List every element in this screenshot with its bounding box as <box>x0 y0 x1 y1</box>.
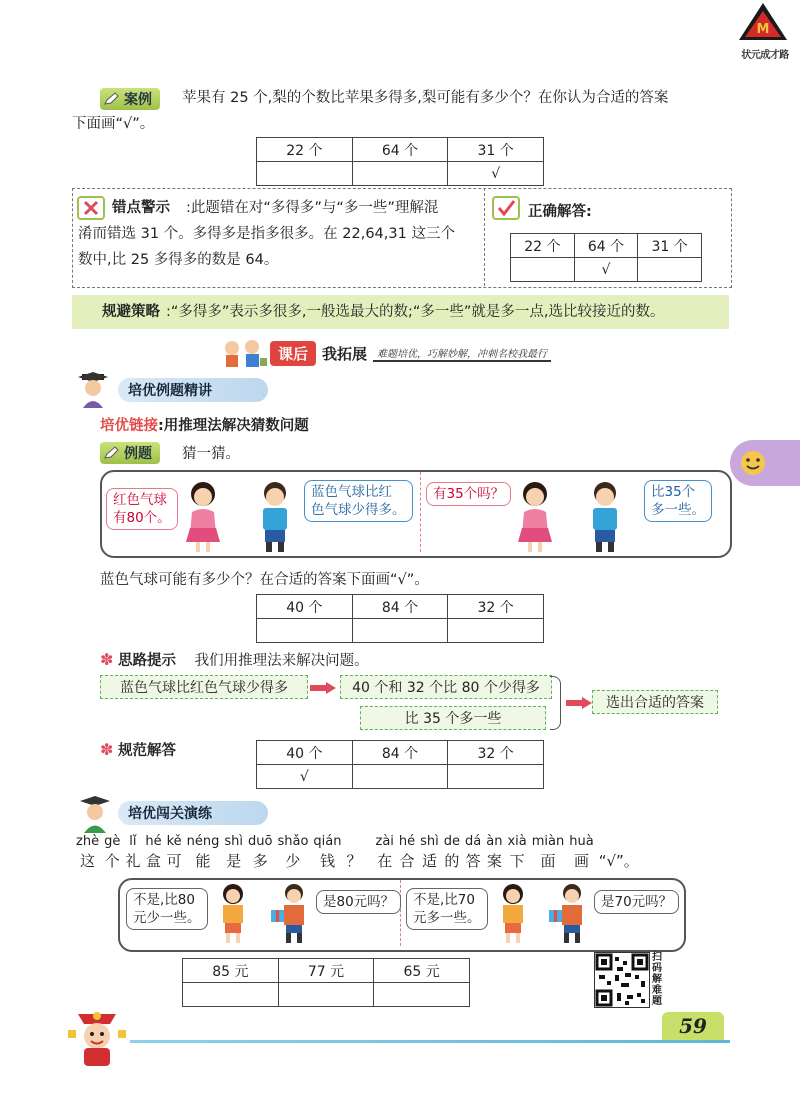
flower-icon: ✽ <box>100 650 114 669</box>
girl-figure <box>180 478 226 558</box>
pinyin-char: shǎo 少 <box>277 834 309 870</box>
page-number: 59 <box>679 1014 707 1038</box>
example-table <box>256 594 544 643</box>
pinyin-sentence <box>76 834 736 871</box>
speech-bubble: 红色气球 有80个。 <box>106 488 178 530</box>
pinyin-char: àn 案 <box>486 834 503 870</box>
table-cell <box>448 619 544 643</box>
mistake-line1: :此题错在对“多得多”与“多一些”理解混 <box>186 200 439 216</box>
table-cell: 65 元 <box>374 959 470 983</box>
table-cell: 84 个 <box>352 595 448 619</box>
table-cell: 22 个 <box>511 234 575 258</box>
girl-figure <box>496 882 530 948</box>
table-cell: √ <box>257 765 353 789</box>
speech-bubble: 是80元吗？ <box>316 890 401 914</box>
example-question: 蓝色气球可能有多少个？在合适的答案下面画“√”。 <box>100 572 429 588</box>
correct-title: 正确解答: <box>528 204 592 220</box>
pinyin-char: hé 合 <box>398 834 416 870</box>
boy-figure <box>582 478 628 558</box>
link-text: :用推理法解决猜数问题 <box>158 418 309 434</box>
speech-bubble: 不是,比70 元多一些。 <box>406 888 488 930</box>
brand-logo <box>738 2 788 42</box>
speech-bubble: 比35个 多一些。 <box>644 480 712 522</box>
table-cell: 32 个 <box>448 741 544 765</box>
case-line2: 下面画“√”。 <box>72 116 155 132</box>
pinyin-char: zài 在 <box>375 834 394 870</box>
strategy-label: 规避策略 <box>102 304 160 320</box>
table-cell <box>511 258 575 282</box>
table-cell <box>352 619 448 643</box>
brace <box>550 676 561 730</box>
table-cell: 64 个 <box>352 138 448 162</box>
table-cell: 32 个 <box>448 595 544 619</box>
boy-with-gift-figure <box>548 882 592 948</box>
hint-box-1: 蓝色气球比红色气球少得多 <box>100 675 308 699</box>
table-cell <box>257 619 353 643</box>
pinyin-char: shì 是 <box>224 834 244 870</box>
after-class-banner <box>270 340 551 366</box>
banner-part-a: 课后 <box>270 341 316 366</box>
pinyin-char: kě 可 <box>166 834 182 870</box>
pinyin-char: dá 答 <box>465 834 482 870</box>
hint-box-3: 比 35 个多一些 <box>360 706 546 730</box>
standard-label: 规范解答 <box>118 743 177 759</box>
boy-figure <box>252 478 298 558</box>
flower-icon: ✽ <box>100 740 114 759</box>
table-cell <box>374 983 470 1007</box>
case-table <box>256 137 544 186</box>
pinyin-char: xià 下 <box>507 834 527 870</box>
table-cell <box>638 258 702 282</box>
qr-code[interactable] <box>594 952 650 1008</box>
wrong-mark-icon <box>77 196 105 224</box>
pencil-icon <box>104 446 120 460</box>
girl-figure <box>512 478 558 558</box>
pinyin-char: hé 盒 <box>145 834 162 870</box>
panel-divider <box>420 472 421 552</box>
brand-name: 状元成才路 <box>741 50 789 61</box>
banner-part-b: 我拓展 <box>322 344 368 363</box>
arrow-right-icon <box>566 695 592 713</box>
table-cell <box>278 983 374 1007</box>
link-label: 培优链接 <box>100 418 158 434</box>
table-cell: 84 个 <box>352 741 448 765</box>
standard-table <box>256 740 544 789</box>
pinyin-char: shì 适 <box>420 834 439 870</box>
pinyin-char: lǐ 礼 <box>125 834 141 870</box>
example-tag: 例题 <box>100 442 160 464</box>
arrow-right-icon <box>310 680 336 698</box>
pinyin-char: gè 个 <box>104 834 121 870</box>
side-tab <box>730 440 800 486</box>
table-cell: 31 个 <box>448 138 544 162</box>
speech-bubble: 蓝色气球比红 色气球少得多。 <box>304 480 413 522</box>
doctor-avatar-icon <box>76 796 114 838</box>
correct-table <box>510 233 702 282</box>
table-cell: √ <box>574 258 638 282</box>
practice-section-title: 培优闯关演练 <box>118 801 268 825</box>
mascot-figure <box>64 1010 130 1072</box>
example-section-title: 培优例题精讲 <box>118 378 268 402</box>
speech-bubble: 有35个吗？ <box>426 482 511 506</box>
case-tag: 案例 <box>100 88 160 110</box>
table-cell: 40 个 <box>257 741 353 765</box>
panel-divider <box>400 880 401 946</box>
speech-bubble: 是70元吗？ <box>594 890 679 914</box>
pencil-icon <box>104 92 120 106</box>
pinyin-char: néng 能 <box>186 834 220 870</box>
divider <box>484 188 485 286</box>
practice-table <box>182 958 470 1007</box>
smiley-icon <box>738 448 768 478</box>
teacher-avatar-icon <box>74 372 114 414</box>
table-cell: 31 个 <box>638 234 702 258</box>
mistake-line2: 淆而错选 31 个。多得多是指多很多。在 22,64,31 这三个 <box>78 226 455 242</box>
table-cell <box>257 162 353 186</box>
table-cell: 85 元 <box>183 959 279 983</box>
table-cell <box>183 983 279 1007</box>
qr-label: 扫码解难题 <box>652 952 662 1007</box>
table-cell: 77 元 <box>278 959 374 983</box>
boy-with-gift-figure <box>270 882 314 948</box>
mistake-line3: 数中,比 25 多得多的数是 64。 <box>78 252 279 268</box>
hint-label: 思路提示 <box>118 653 177 669</box>
hint-text: 我们用推理法来解决问题。 <box>194 653 369 669</box>
pinyin-char: miàn 面 <box>531 834 565 870</box>
standard-row <box>100 738 176 763</box>
banner-slogan: 难题培优，巧解妙解，冲刺名校我最行 <box>373 345 551 362</box>
svg-text:M: M <box>756 22 770 37</box>
table-cell: 40 个 <box>257 595 353 619</box>
case-line1: 苹果有 25 个,梨的个数比苹果多得多,梨可能有多少个？在你认为合适的答案 <box>182 90 669 106</box>
pinyin-char: qián 钱 <box>313 834 342 870</box>
pinyin-char: “√”。 <box>598 852 639 870</box>
mistake-title: 错点警示 <box>112 200 170 216</box>
table-cell: √ <box>448 162 544 186</box>
table-cell: 64 个 <box>574 234 638 258</box>
example-text: 猜一猜。 <box>182 446 240 462</box>
table-cell <box>448 765 544 789</box>
hint-row <box>100 648 369 673</box>
girl-figure <box>216 882 250 948</box>
pinyin-char: de 的 <box>443 834 461 870</box>
pinyin-char: zhè 这 <box>76 834 100 870</box>
table-cell <box>352 162 448 186</box>
check-mark-icon <box>492 196 520 224</box>
strategy-text: :“多得多”表示多很多,一般选最大的数;“多一些”就是多一点,选比较接近的数。 <box>166 304 665 320</box>
speech-bubble: 不是,比80 元少一些。 <box>126 888 208 930</box>
footer-line <box>130 1040 730 1043</box>
table-cell: 22 个 <box>257 138 353 162</box>
pinyin-char: huà 画 <box>569 834 594 870</box>
link-label-wrap <box>100 414 309 438</box>
hint-box-4: 选出合适的答案 <box>592 690 718 714</box>
pinyin-char: duō 多 <box>248 834 273 870</box>
table-cell <box>352 765 448 789</box>
hint-box-2: 40 个和 32 个比 80 个少得多 <box>340 675 552 699</box>
kids-illustration <box>220 338 268 372</box>
pinyin-char: ？ <box>346 852 362 870</box>
